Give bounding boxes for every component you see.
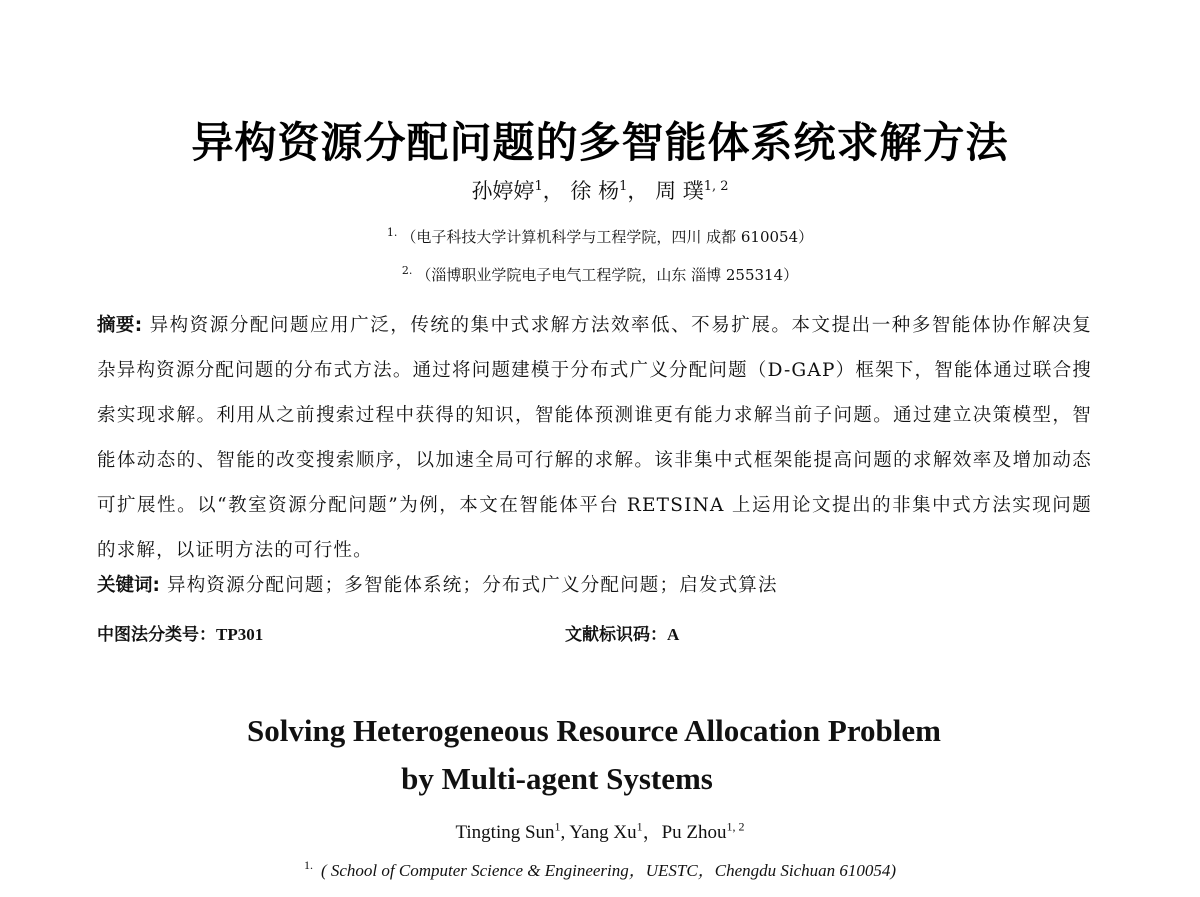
affiliation-text: （电子科技大学计算机科学与工程学院，四川 成都 610054） <box>401 228 814 246</box>
author-list-en <box>0 817 1200 844</box>
author-affil-marker: 1 <box>636 819 643 834</box>
author-affil-marker: 1, 2 <box>703 179 729 194</box>
affiliation-cn-1 <box>0 226 1200 247</box>
author-separator: ， <box>542 179 564 203</box>
document-code-label: 文献标识码： <box>565 625 667 645</box>
paper-title-en-line1: Solving Heterogeneous Resource Allocation Problem <box>246 713 941 748</box>
author-affil-marker: 1 <box>534 179 543 194</box>
document-code-value: A <box>667 625 680 644</box>
author-name: Pu Zhou <box>661 822 727 843</box>
paper-title-cn: 异构资源分配问题的多智能体系统求解方法 <box>191 118 1009 167</box>
author-affil-marker: 1, 2 <box>726 819 745 834</box>
affiliation-en-1 <box>0 856 1200 881</box>
abstract-label: 摘要: <box>97 315 143 336</box>
author-name: 周 璞 <box>655 179 704 203</box>
author-name: Tingting Sun <box>455 822 555 843</box>
keywords <box>97 571 1092 597</box>
document-code <box>565 620 679 645</box>
author-separator: ， <box>642 822 662 843</box>
author-name: 徐 杨 <box>570 179 620 203</box>
author-name: 孙婷婷 <box>471 179 535 203</box>
author-affil-marker: 1 <box>619 179 628 194</box>
affiliation-marker: 2. <box>401 264 413 277</box>
abstract <box>97 303 1092 573</box>
paper-title-en-line2: by Multi-agent Systems <box>401 761 713 796</box>
affiliation-cn-2 <box>0 264 1200 285</box>
affiliation-marker: 1. <box>303 858 313 873</box>
author-separator: , <box>560 822 570 843</box>
author-separator: ， <box>627 179 649 203</box>
clc-number <box>97 620 263 645</box>
author-name: Yang Xu <box>569 822 637 843</box>
author-list-cn <box>0 175 1200 205</box>
affiliation-marker: 1. <box>386 226 398 239</box>
affiliation-text: （淄博职业学院电子电气工程学院，山东 淄博 255314） <box>416 266 799 284</box>
abstract-text: 异构资源分配问题应用广泛，传统的集中式求解方法效率低、不易扩展。本文提出一种多智能体协作解决复杂异构资源分配问题的分布式方法。通过将问题建模于分布式广义分配问题（D-GAP）框架下，智能体通过联合搜索实现求解。利用从之前搜索过程中获得的知识，智能体预测谁更有能力求解当前子问题。通过建立决策模型，智能体动态的、智能的改变搜索顺序，以加速全局可行解的求解。该非集中式框架能提高问题的求解效率及增加动态可扩展性。以“教室资源分配问题”为例，本文在智能体平台 RETSINA 上运用论文提出的非集中式方法实现问题的求解，以证明方法的可行性。 <box>97 315 1092 561</box>
keywords-label: 关键词: <box>97 575 160 596</box>
clc-value: TP301 <box>216 625 264 644</box>
keywords-text: 异构资源分配问题；多智能体系统；分布式广义分配问题；启发式算法 <box>167 575 778 596</box>
affiliation-text: ( School of Computer Science & Engineering，UESTC，Chengdu Sichuan 610054) <box>320 861 897 880</box>
author-affil-marker: 1 <box>554 819 561 834</box>
clc-label: 中图法分类号： <box>97 625 216 645</box>
